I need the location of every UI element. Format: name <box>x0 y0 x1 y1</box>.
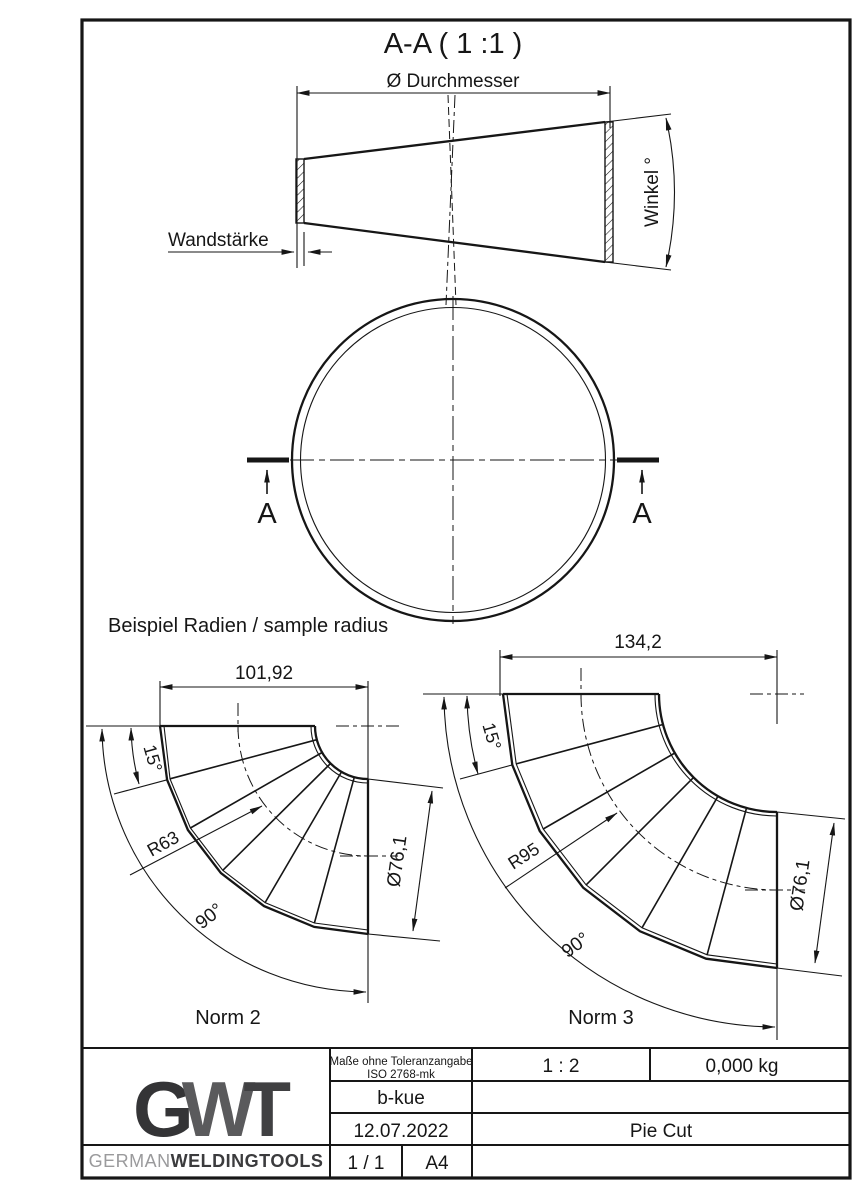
norm3-gore-seam <box>707 808 746 955</box>
cone-section-view <box>168 71 675 305</box>
weight-value: 0,000 kg <box>705 1056 779 1077</box>
norm3-gore-seam <box>586 777 694 885</box>
diameter-dimension-label: Ø Durchmesser <box>386 71 520 92</box>
right-wall-hatched <box>605 122 613 262</box>
date-value: 12.07.2022 <box>353 1121 449 1142</box>
extension-line <box>777 812 845 819</box>
extension-line <box>368 779 443 788</box>
cone-centerline <box>446 95 455 305</box>
norm3-radius-label: R95 <box>504 838 544 874</box>
norm2-gore-seam <box>314 777 354 923</box>
norm3-width-dimension: 134,2 <box>614 632 662 653</box>
logo-letter-w: W <box>181 1065 244 1153</box>
circular-plan-view <box>247 296 659 624</box>
angle-dimension-label: Winkel ° <box>642 157 663 227</box>
section-marker-a-right: A <box>632 498 652 530</box>
logo-letter-t: T <box>243 1065 279 1153</box>
extension-line <box>368 934 440 941</box>
norm2-diameter-label: Ø76,1 <box>383 834 412 889</box>
norm3-segment-angle-label: 15° <box>478 720 506 753</box>
norm3-gore-seam <box>516 725 663 764</box>
extension-line <box>777 968 842 976</box>
brand-german: GERMAN <box>88 1151 171 1171</box>
norm2-sweep-angle-label: 90° <box>191 899 228 934</box>
norm2-elbow-view <box>86 663 443 1029</box>
brand-weldingtools: WELDINGTOOLS <box>170 1151 324 1171</box>
left-wall-hatched <box>296 159 304 223</box>
norm2-diameter-dimension-line <box>413 791 432 931</box>
cone-top-edge <box>304 122 605 159</box>
scale-value: 1 : 2 <box>542 1056 580 1077</box>
sheet-number: 1 / 1 <box>347 1153 385 1174</box>
norm3-segment-angle-arc <box>467 696 478 774</box>
section-view-title: A-A ( 1 :1 ) <box>383 28 523 60</box>
norm3-elbow-view <box>423 632 845 1040</box>
creator-value: b-kue <box>377 1088 425 1109</box>
cone-top-extension <box>605 114 671 122</box>
norm3-sweep-angle-label: 90° <box>557 928 594 963</box>
norm2-segment-angle-label: 15° <box>139 742 167 775</box>
section-marker-a-left: A <box>257 498 277 530</box>
norm3-diameter-dimension-line <box>815 823 834 963</box>
norm3-gore-seam <box>543 753 675 829</box>
norm2-name-label: Norm 2 <box>195 1007 261 1029</box>
brand-wordmark <box>82 1151 330 1172</box>
tolerance-note-line1: Maße ohne Toleranzangabe <box>329 1056 473 1068</box>
norm2-segment-angle-arc <box>131 728 139 784</box>
sheet-frame <box>82 20 850 1178</box>
norm3-gore-seam <box>642 796 718 928</box>
norm3-diameter-label: Ø76,1 <box>786 858 815 913</box>
norm2-radius-label: R63 <box>143 826 183 861</box>
norm2-gore-seam <box>190 753 322 829</box>
sample-radius-heading: Beispiel Radien / sample radius <box>108 615 389 637</box>
paper-format: A4 <box>425 1153 449 1174</box>
norm2-gore-seam <box>170 740 317 779</box>
logo-letter-g: G <box>133 1065 182 1153</box>
norm3-name-label: Norm 3 <box>568 1007 634 1029</box>
norm3-seam-extension <box>460 765 512 779</box>
part-name: Pie Cut <box>629 1121 693 1142</box>
angle-dimension-arc <box>666 118 675 267</box>
cone-centerline-tilted <box>448 95 456 305</box>
wall-thickness-label: Wandstärke <box>168 230 269 251</box>
cone-bottom-extension <box>605 262 671 270</box>
tolerance-note-line2: ISO 2768-mk <box>367 1069 435 1081</box>
norm2-width-dimension: 101,92 <box>234 663 294 684</box>
norm2-seam-extension <box>114 780 167 794</box>
gwt-logo <box>82 1065 330 1153</box>
